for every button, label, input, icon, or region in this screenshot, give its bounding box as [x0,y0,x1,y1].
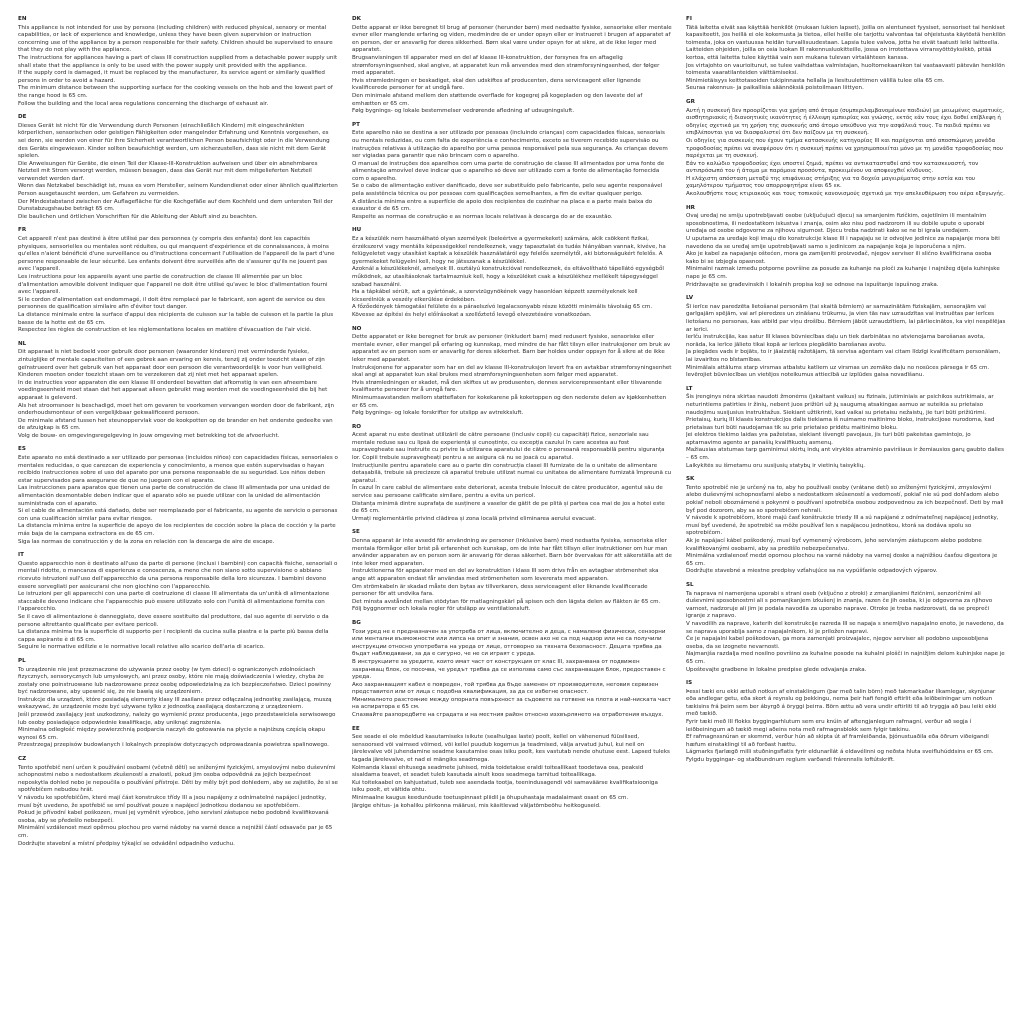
language-code: NO [352,325,362,332]
safety-instructions-text: Този уред не е предназначен за употреба от лица, включително и деца, с намалени физически, сензорни или ментални възможности или липса на опит и знания, освен ако не са под надзор или не са получили инструкции относно употребата на уреда от лице, отговорно за тяхната безопасност. Децата трябва да бъдат наблюдавани, за да е сигурно, че не си играят с уреда. В инструкциите за уредите, които имат част от конструкция от клас III, захранвана от подвижен захранващ блок, се посочва, че уредът трябва да се използва само със захранващия блок, предоставен с уреда. Ако захранващият кабел е повреден, той трябва да бъде заменен от производителя, неговия сервизен представител или от лица с подобна квалификация, за да се избегне опасност. Минималното разстояние между опорната повърхност за съдовете за готвене на плота и най-ниската част на аспиратора е 65 см. Спазвайте разпоредбите на сградата и на местния район относно изхвърлянето на отработения въздух. [352,628,672,719]
language-code: PL [18,657,26,664]
safety-instructions-text: Este aparelho não se destina a ser utilizado por pessoas (incluindo crianças) com capacidades físicas, sensoriais ou mentais reduzidas, ou com falta de experiência e conhecimento, exceto se tiverem recebido supervisão ou instruções relativas à utilização do aparelho por uma pessoa responsável pela sua segurança. As crianças devem ser vigiadas para garantir que não brincam com o aparelho. O manual de instruções dos aparelhos com uma parte de construção de classe III alimentados por uma fonte de alimentação amovível deve indicar que o aparelho só deve ser utilizado com a fonte de alimentação fornecida com o aparelho. Se o cabo de alimentação estiver danificado, deve ser substituído pelo fabricante, pelo seu agente responsável pela assistência técnica ou por pessoas com qualificações semelhantes, a fim de evitar qualquer perigo. A distância mínima entre a superfície de apoio dos recipientes de cozinhar na placa e a parte mais baixa do exaustor é de 65 cm. Respeite as normas de construção e as normas locais relativas à descarga do ar de exaustão. [352,130,668,220]
language-section-gr [686,99,1006,199]
language-section-is [686,680,1006,765]
language-section-sk [686,476,1006,576]
safety-instructions-text: Tento spotrebič nie je určený na to, aby ho používali osoby (vrátane detí) so zníženými fyzickými, zmyslovými alebo duševnými schopnosťami alebo s nedostatkom skúseností a vedomostí, pokiaľ nie sú pod dohľadom alebo pokiaľ neboli oboznámené s pokynmi o používaní spotrebiča osobou zodpovednou za ich bezpečnosť. Deti by mali byť pod dozorom, aby sa so spotrebičom nehrali. V návode k spotrebičom, ktoré majú časť konštrukcie triedy III a sú napájané z odnímateľnej napájacej jednotky, musí byť uvedené, že spotrebič sa môže používať len s napájacou jednotkou, ktorá sa dodáva spolu so spotrebičom. Ak je napájací kábel poškodený, musí byť vymenený výrobcom, jeho servisným zástupcom alebo podobne kvalifikovanými osobami, aby sa predišlo nebezpečenstvu. Minimálna vzdialenosť medzi opornou plochou na varné nádoby na varnej doske a najnižšou časťou digestora je 65 cm. Dodržujte stavebné a miestne predpisy vzťahujúce sa na vypúšťanie odpadových výparov. [686,484,1004,575]
columns-container [18,16,1010,1014]
safety-instructions-text: Šis įrenginys nėra skirtas naudoti žmonėms (įskaitant vaikus) su fizinais, jutiminiais ar psichikos sutrikimais, ar neturintiems patirties ir žinių, nebent juos prižiūri už jų saugumą atsakingas asmuo ar suteikia su prietaiso naudojimu susijusius instruktažus. Siekiant užtikrinti, kad vaikai su prietaisu nežaistų, jie turi būti prižiūrimi. Prietaisų, kurių III klasės konstrukcijos dalis tiekiama iš nuimamo maitinimo bloko, instrukcijose nurodoma, kad prietaisas turi būti naudojamas tik su prie prietaiso pridėtu maitinimo bloku. Jei elektros tiekimo laidas yra pažeistas, siekiant išvengti pavojaus, jis turi būti pakeistas gamintojo, jo aptarnavimo agento ar panašių kvalifikuotų asmenų. Mažiausias atstumas tarp gaminimui skirtų indų ant viryklės atraminio paviršiaus ir žemiausios garų gaubto dalies – 65 cm. Laikykitės su išmetamu oru susijusių statybų ir vietinių taisyklių. [686,394,1004,469]
language-section-no [352,326,672,418]
language-section-ee [352,726,672,811]
column-2 [352,16,672,1014]
language-code: LV [686,295,694,302]
language-section-lt [686,386,1006,471]
language-section-hr [686,205,1006,290]
language-code: RO [352,423,362,430]
language-section-pl [18,658,338,750]
safety-instructions-text: Tätä laitetta eivät saa käyttää henkilöt (mukaan lukien lapset), joilla on alentuneet fyysiset, sensoriset tai henkiset kapasiteetit, jos heillä ei ole kokemusta ja tietoa, ellei heille ole tarjottu valvontaa tai ohjeistusta käytöstä henkilön toimesta, joka on vastuussa heidän turvallisuudestaan. Lapsia tulee valvoa, jotta he eivät taatusti leiki laitteella. Laitteiden ohjeiden, joilla on osia luokan III rakennusluokitteille, jossa on irrotettava virransyöttöyksikkö, pitää kertoa, että laitetta tulee käyttää vain sen mukana tulevan virtalähteen kanssa. Jos virtajohto on vaurioitunut, se tulee vaihdattaa valmistajan, huoltomekaanikon tai vastaavasti pätevän henkilön toimesta vaaratilanteiden välttämiseksi. Minimietäisyys keittotasoiden tukipinnasta hellalla ja liesituulettimen välillä tulee olla 65 cm. Seuraa rakennus- ja paikallisia säännöksiä poistoilmaan liittyen. [686,24,1006,92]
language-code: IT [18,552,24,559]
language-section-bg [352,620,672,720]
language-code: EE [352,725,360,732]
safety-instructions-text: Ta naprava ni namenjena uporabi s strani oseb (vključno z otroki) z zmanjšanimi fizičnimi, senzoričnimi ali duševnimi sposobnostmi ali s pomanjkanjem izkušenj in znanja, razen če jih oseba, ki je odgovorna za njihovo varnost, nadzoruje ali jim je podala navodila za uporabo naprave. Otroke je treba nadzorovati, da se prepreči igranje z napravo. V navodilih za naprave, katerih del konstrukcije razreda III se napaja s snemljivo napajalno enoto, je navedeno, da se naprava uporablja samo z napajalnikom, ki je priložen napravi. Če je napajalni kabel poškodovan, ga mora zamenjati proizvajalec, njegov serviser ali podobno usposobljena oseba, da se izognete nevarnosti. Najmanjša razdalja med nosilno površino za kuhalne posode na kuhalni plošči in najnižjim delom kuhinjske nape je 65 cm. Upoštevajte gradbene in lokalne predpise glede odvajanja zraka. [686,590,1005,673]
column-1 [18,16,338,1014]
column-3 [686,16,1006,1014]
safety-instructions-text: Questo apparecchio non è destinato all'uso da parte di persone (inclusi i bambini) con capacità fisiche, sensoriali o mentali ridotte, o mancanza di esperienza e conoscenza, a meno che non siano sotto supervisione o abbiano ricevuto istruzioni sull'uso dell'apparecchio da una persona responsabile della loro sicurezza. I bambini devono essere sorvegliati per assicurarsi che non giochino con l'apparecchio. Le istruzioni per gli apparecchi con una parte di costruzione di classe III alimentata da un'unità di alimentazione staccabile devono indicare che l'apparecchio può essere utilizzato solo con l'unità di alimentazione fornita con l'apparecchio. Se il cavo di alimentazione è danneggiato, deve essere sostituito dal produttore, dal suo agente di servizio o da persone altrettanto qualificate per evitare pericoli. La distanza minima tra la superficie di supporto per i recipienti da cucina sulla piastra e la parte più bassa della cappa aspirante è di 65 cm. Seguire le normative edilizie e le normative locali relative allo scarico dell'aria di scarico. [18,560,338,651]
safety-instructions-text: Denna apparat är inte avsedd för användning av personer (inklusive barn) med nedsatta fysiska, sensoriska eller mentala förmågor eller brist på erfarenhet och kunskap, om de inte har fått tillsyn eller instruktioner om hur man använder apparaten av en person som är ansvarig för deras säkerhet. Barn bör övervakas för att säkerställa att de inte leker med apparaten. Instruktionerna för apparater med en del av konstruktion i klass III som drivs från en avtagbar strömenhet ska ange att apparaten endast får användas med strömenheten som levererats med apparaten. Om strömkabeln är skadad måste den bytas av tillverkaren, dess serviceagent eller liknande kvalificerade personer för att undvika fara. Det minsta avståndet mellan stödytan för matlagningskärl på spisen och den lägsta delen av fläkten är 65 cm. Följ byggnormer och lokala regler för utsläpp av ventilationsluft. [352,538,672,613]
safety-instructions-text: Ovaj uređaj ne smiju upotrebljavati osobe (uključujući djecu) sa smanjenim fizičkim, osjetilnim ili mentalnim sposobnostima, ili nedostatkom iskustva i znanja, osim ako nisu pod nadzorom ili su dobile upute o uporabi uređaja od osobe odgovorne za njihovu sigurnost. Djecu treba nadzirati kako se ne bi igrala uređajem. U uputama za uređaje koji imaju dio konstrukcije klase III i napajaju se iz odvojive jedinice za napajanje mora biti navedeno da se uređaj smije upotrebljavati samo s jedinicom za napajanje koja je isporučena s njim. Ako je kabel za napajanje oštećen, mora ga zamijeniti proizvođač, njegov serviser ili slično kvalificirana osoba kako bi se izbjegla opasnost. Minimalni razmak između potporne površine za posude za kuhanje na ploči za kuhanje i najnižeg dijela kuhinjske nape je 65 cm. Pridržavajte se građevinskih i lokalnih propisa koji se odnose na ispuštanje ispušnog zraka. [686,213,1000,288]
safety-instructions-text: Dette apparat er ikke beregnet til brug af personer (herunder børn) med nedsatte fysiske, sensoriske eller mentale evner eller manglende erfaring og viden, medmindre de er under opsyn eller er instrueret i brugen af apparatet af en person, der er ansvarlig for deres sikkerhed. Børn skal være under opsyn for at sikre, at de ikke leger med apparatet. Brugsanvisningen til apparater med en del af klasse III-konstruktion, der forsynes fra en aftagelig strømforsyningsenhed, skal angive, at apparatet kun må anvendes med den strømforsyningsenhed, der følger med apparatet. Hvis strømledningen er beskadiget, skal den udskiftes af producenten, dens serviceagent eller lignende kvalificerede personer for at undgå fare. Den minimale afstand mellem den støttende overflade for kogegrej på kogepladen og den laveste del af emhætten er 65 cm. Følg bygnings- og lokale bestemmelser vedrørende afledning af udsugningsluft. [352,24,672,115]
language-code: SL [686,581,694,588]
language-section-sl [686,582,1006,674]
language-code: ES [18,446,26,453]
language-code: SK [686,476,695,483]
language-code: FI [686,16,692,22]
safety-instructions-text: Dette apparatet er ikke beregnet for bruk av personer (inkludert barn) med redusert fysiske, sensoriske eller mentale evner, eller mangel på erfaring og kunnskap, med mindre de har fått tilsyn eller instruksjoner om bruk av apparatet av en person som er ansvarlig for deres sikkerhet. Barn bør holdes under oppsyn for å sikre at de ikke leker med apparatet. Instruksjonene for apparater som har en del av klasse III-konstruksjon levert fra en avtakbar strømforsyningsenhet skal angi at apparatet kun skal brukes med strømforsyningsenheten som følger med apparatet. Hvis strømledningen er skadet, må den skiftes ut av produsenten, dennes servicerepresentant eller tilsvarende kvalifiserte personer for å unngå fare. Minimumsavstanden mellom støtteflaten for kokekarene på koketoppen og den nederste delen av kjøkkenhetten er 65 cm. Følg bygnings- og lokale forskrifter for utslipp av avtrekksluft. [352,334,672,417]
safety-instructions-text: Dit apparaat is niet bedoeld voor gebruik door personen (waaronder kinderen) met verminderde fysieke, zintuiglijke of mentale capaciteiten of een gebrek aan ervaring en kennis, tenzij zij onder toezicht staan of zijn geïnstrueerd over het gebruik van het apparaat door een persoon die verantwoordelijk is voor hun veiligheid. Kinderen moeten onder toezicht staan om te verzekeren dat zij niet met het apparaat spelen. In de instructies voor apparaten die een klasse III onderdeel bevatten dat afkomstig is van een afneembare voedingseenheid moet staan dat het apparaat alleen gebruikt mag worden met de voedingseenheid die bij het apparaat is geleverd. Als het stroomsnoer is beschadigd, moet het om gevaren te voorkomen vervangen worden door de fabrikant, zijn onderhoudsmonteur of een vergelijkbaar gekwalificeerd persoon. De minimale afstand tussen het steunoppervlak voor de kookpotten op de brander en het onderste gedeelte van de afzuigkap is 65 cm. Volg de bouw- en omgevingsregelgeving in jouw omgeving met betrekking tot de afvoerlucht. [18,349,335,439]
language-code: GR [686,98,695,105]
safety-instructions-text: Ez a készülék nem használható olyan személyek (beleértve a gyermekeket) számára, akik csökkent fizikai, érzékszervi vagy mentális képességekkel rendelkeznek, vagy tapasztalat és tudás hiányában vannak, kivéve, ha felügyeletet vagy utasítást kaptak a készülék használatáról egy felelős személytől, aki biztonságukért felelős. A gyermekeket felügyelni kell, hogy ne játsszanak a készülékkel. Azoknál a készülékeknél, amelyek III. osztályú konstrukcióval rendelkeznek, és eltávolítható tápellátó egységből működnek, az utasításoknak tartalmazniuk kell, hogy a készüléket csak a készülékhez mellékelt tápegységgel szabad használni. Ha a tápkábel sérült, azt a gyártónak, a szervizügynökének vagy hasonlóan képzett személyeknek kell kicserélniük a veszély elkerülése érdekében. A főzőedények támogatási felülete és a páraelszívó legalacsonyabb része közötti minimális távolság 65 cm. Kövesse az építési és helyi előírásokat a szellőztető levegő elvezetésére vonatkozóan. [352,236,666,318]
language-code: SE [352,529,360,536]
safety-instructions-text: This appliance is not intended for use by persons (including children) with reduced physical, sensory or mental capabilities, or lack of experience and knowledge, unless they have been given supervision or instruction concerning use of the appliance by a person responsible for their safety. Children should be supervised to ensure that they do not play with the appliance. The instructions for appliances having a part of class III construction supplied from a detachable power supply unit shall state that the appliance is only to be used with the power supply unit provided with the appliance. If the supply cord is damaged, it must be replaced by the manufacturer, its service agent or similarly qualified persons in order to avoid a hazard. The minimum distance between the supporting surface for the cooking vessels on the hob and the lowest part of the range hood is 65 cm. Follow the building and the local area regulations concerning the discharge of exhaust air. [18,24,338,107]
language-code: LT [686,385,693,392]
language-code: EN [18,16,27,22]
language-code: CZ [18,756,27,763]
language-code: HU [352,227,362,234]
safety-instructions-text: Acest aparat nu este destinat utilizării de către persoane (inclusiv copii) cu capacități fizice, senzoriale sau mentale reduse sau cu lipsă de experiență și cunoștințe, cu excepția cazului în care acestea au fost supravegheate sau instruite cu privire la utilizarea aparatului de către o persoană responsabilă pentru siguranța lor. Copiii trebuie supravegheați pentru a se asigura că nu se joacă cu aparatul. Instrucțiunile pentru aparatele care au o parte din construcția clasei III furnizate de la o unitate de alimentare detașabilă, trebuie să precizeze că aparatul trebuie utilizat numai cu unitatea de alimentare furnizată împreună cu aparatul. În cazul în care cablul de alimentare este deteriorat, acesta trebuie înlocuit de către producător, agentul său de service sau persoane calificate similare, pentru a evita un pericol. Distanța minimă dintre suprafața de susținere a vaselor de gătit de pe plită și partea cea mai de jos a hotei este de 65 cm. Urmați reglementările privind clădirea și zona locală privind eliminarea aerului evacuat. [352,432,672,522]
safety-instructions-text: Cet appareil n'est pas destiné à être utilisé par des personnes (y compris des enfants) dont les capacités physiques, sensorielles ou mentales sont réduites, ou qui manquent d'expérience et de connaissances, à moins qu'elles n'aient bénéficié d'une surveillance ou d'instructions concernant l'utilisation de l'appareil de la part d'une personne responsable de leur sécurité. Les enfants doivent être surveillés afin de s'assurer qu'ils ne jouent pas avec l'appareil. Les instructions pour les appareils ayant une partie de construction de classe III alimentée par un bloc d'alimentation amovible doivent indiquer que l'appareil ne doit être utilisé qu'avec le bloc d'alimentation fourni avec l'appareil. Si le cordon d'alimentation est endommagé, il doit être remplacé par le fabricant, son agent de service ou des personnes de qualification similaire afin d'éviter tout danger. La distance minimale entre la surface d'appui des récipients de cuisson sur la table de cuisson et la partie la plus basse de la hotte est de 65 cm. Respectez les règles de construction et les réglementations locales en matière d'évacuation de l'air vicié. [18,236,335,334]
safety-instructions-text: Þessi tæki eru ekki ætluð notkun af einstaklingum (þar með talin börn) með takmarkaðar líkamlegar, skynjunar eða andlegar getu, eða skort á reynslu og þekkingu, nema þeir hafi fengið eftirlit eða leiðbeiningar um notkun tækisins frá þeim sem ber ábyrgð á öryggi þeirra. Börn ættu að vera undir eftirliti til að tryggja að þau leiki ekki með tækið. Fyrir tæki með III flokks byggingarhlutum sem eru knúin af aftengjanlegum rafmagni, verður að segja í leiðbeiningum að tækið megi aðeins nota með rafmagnsblokk sem fylgir tækinu. Ef rafmagnssnúran er skemmd, verður hún að skipta út af framleiðanda, þjónustuaðila eða öðrum viðeigandi hæfum einstaklingi til að forðast hættu. Lágmarks fjarlægð milli stuðningsflatis fyrir eldunarílát á eldavélinni og neðsta hluta sveifluhúddsins er 65 cm. Fylgdu byggingar- og staðbundnum reglum varðandi frárennslis loftútskrift. [686,688,997,764]
safety-instructions-text: To urządzenie nie jest przeznaczone do używania przez osoby (w tym dzieci) o ograniczonych zdolnościach fizycznych, sensorycznych lub umysłowych, ani przez osoby, które nie mają doświadczenia i wiedzy, chyba że zostały one poinstruowane lub nadzorowane przez osobę odpowiedzialną za ich bezpieczeństwo. Dzieci powinny być nadzorowane, aby upewnić się, że nie bawią się urządzeniem. Instrukcje dla urządzeń, które posiadają elementy klasy III zasilane przez odłączalną jednostkę zasilającą, muszą wskazywać, że urządzenie może być używane tylko z jednostką zasilającą dostarczoną z urządzeniem. Jeśli przewód zasilający jest uszkodzony, należy go wymienić przez producenta, jego przedstawiciela serwisowego lub osoby posiadające odpowiednie kwalifikacje, aby uniknąć zagrożenia. Minimalna odległość między powierzchnią podparcia naczyń do gotowania na płycie a najniższą częścią okapu wynosi 65 cm. Przestrzegaj przepisów budowlanych i lokalnych przepisów dotyczących odprowadzania powietrza spalinowego. [18,666,336,749]
language-section-ro [352,424,672,524]
language-section-hu [352,227,672,319]
language-section-fr [18,227,338,334]
language-section-lv [686,295,1006,380]
language-section-se [352,529,672,614]
language-code: PT [352,121,360,128]
language-code: FR [18,227,27,234]
safety-instructions-text: Šī ierīce nav paredzēta lietošanai personām (tai skaitā bērniem) ar samazinātām fiziskajām, sensorajām vai garīgajām spējām, vai arī pieredzes un zināšanu trūkumu, ja vien tās nav uzraudzītas vai instruētas par ierīces lietošanu no personas, kas atbild par viņu drošību. Bērniem jābūt uzraudzītiem, lai pārliecinātos, ka viņi nespēlējas ar ierīci. Ierīču instrukcijās, kas satur III klases būvniecības daļu un tiek darbinātas no atvienojama barošanas avota, norāda, ka ierīce jālieto tikai kopā ar ierīces piegādāto barošanas avotu. Ja piegādes vads ir bojāts, to ir jāaizstāj ražotājam, tā servisa aģentam vai citam līdzīgi kvalificētam personālam, lai izvairītos no bīstamības. Minimālais attālums starp virsmas atbalstu katliem uz virsmas un zemāko daļu no nosūces pārsega ir 65 cm. Ievērojiet būvniecības un vietējos noteikumus attiecībā uz izplūdes gaisa novadīšanu. [686,303,1006,379]
language-section-dk [352,16,672,116]
language-code: BG [352,619,361,626]
language-code: HR [686,204,695,211]
language-section-nl [18,341,338,441]
language-code: DK [352,16,361,22]
language-section-cz [18,756,338,848]
language-section-en [18,16,338,108]
language-code: NL [18,340,27,347]
language-code: DE [18,114,27,121]
language-section-pt [352,122,672,222]
safety-instructions-text: See seade ei ole mõeldud kasutamiseks isikute (sealhulgas laste) poolt, kellel on vähenenud füüsilised, sensoorsed või vaimsed võimed, või kellel puudub kogemus ja teadmised, välja arvatud juhul, kui neil on järelevalve või juhendamine seadme kasutamise osas isiku poolt, kes vastutab nende ohutuse eest. Lapsed tuleks tagada järelevalve, et nad ei mängiks seadmega. Kolmanda klassi ehitusega seadmete juhised, mida toidetakse eraldi toiteallikast toodetava osa, peaksid sisaldama teavet, et seadet tuleb kasutada ainult koos seadmega tarnitud toiteallikaga. Kui toitekaabel on kahjustatud, tuleb see asendada tootja, teenindusagendi või samaväärse kvalifikatsiooniga isiku poolt, et vältida ohtu. Minimaalne kaugus keedunõude toetuspinnast pliidil ja õhupuhastaja madalaimast osast on 65 cm. Järgige ehitus- ja kohaliku piirkonna määrusi, mis käsitlevad väljatõmbeõhu heitkoguseid. [352,734,670,809]
language-section-de [18,114,338,221]
safety-instructions-text: Tento spotřebič není určen k používání osobami (včetně dětí) se sníženými fyzickými, smyslovými nebo duševními schopnostmi nebo s nedostatkem zkušeností a znalostí, pokud jim osoba odpovědná za jejich bezpečnost neposkytla dohled nebo je nepoučila o používání přístroje. Děti by měly být pod dohledem, aby se zajistilo, že si se spotřebičem nebudou hrát. V návodu ke spotřebičům, které mají část konstrukce třídy III a jsou napájeny z odnímatelné napájecí jednotky, musí být uvedeno, že spotřebič se smí používat pouze s napájecí jednotkou dodanou se spotřebičem. Pokud je přívodní kabel poškozen, musí jej vyměnit výrobce, jeho servisní zástupce nebo podobně kvalifikovaná osoba, aby se předešlo nebezpečí. Minimální vzdálenost mezi opěrnou plochou pro varné nádoby na varné desce a nejnižší částí odsavače par je 65 cm. Dodržujte stavební a místní předpisy týkající se odvádění odpadního vzduchu. [18,764,338,847]
safety-instructions-text: Este aparato no está destinado a ser utilizado por personas (incluidos niños) con capacidades físicas, sensoriales o mentales reducidas, o que carezcan de experiencia y conocimiento, a menos que estén supervisadas o hayan recibido instrucciones sobre el uso del aparato por una persona responsable de su seguridad. Los niños deben estar supervisados para asegurarse de que no jueguen con el aparato. Las instrucciones para aparatos que tienen una parte de construcción de clase III alimentada por una unidad de alimentación desmontable deben indicar que el aparato sólo se puede utilizar con la unidad de alimentación suministrada con el aparato. Si el cable de alimentación está dañado, debe ser reemplazado por el fabricante, su agente de servicio o personas con una cualificación similar para evitar riesgos. La distancia mínima entre la superficie de apoyo de los recipientes de cocción sobre la placa de cocción y la parte más baja de la campana extractora es de 65 cm. Siga las normas de construcción y de la zona en relación con la descarga de aire de escape. [18,455,338,545]
language-section-fi [686,16,1006,93]
language-section-it [18,552,338,652]
language-section-es [18,446,338,546]
language-code: IS [686,680,693,687]
safety-instructions-text: Αυτή η συσκευή δεν προορίζεται για χρήση από άτομα (συμπεριλαμβανομένων παιδιών) με μειωμένες σωματικές, αισθητηριακές ή διανοητικές ικανότητες ή έλλειψη εμπειρίας και γνώσης, εκτός εάν τους έχει δοθεί επίβλεψη ή οδηγίες σχετικά με τη χρήση της συσκευής από άτομο υπεύθυνο για την ασφάλειά τους. Τα παιδιά πρέπει να επιβλέπονται για να διασφαλιστεί ότι δεν παίζουν με τη συσκευή. Οι οδηγίες για συσκευές που έχουν τμήμα κατασκευής κατηγορίας III και παρέχονται από αποσπώμενη μονάδα τροφοδοσίας πρέπει να αναφέρουν ότι η συσκευή πρέπει να χρησιμοποιείται μόνο με τη μονάδα τροφοδοσίας που παρέχεται με τη συσκευή. Εάν το καλώδιο τροφοδοσίας έχει υποστεί ζημιά, πρέπει να αντικατασταθεί από τον κατασκευαστή, τον αντιπρόσωπό του ή άτομα με παρόμοια προσόντα, προκειμένου να αποφευχθεί κίνδυνος. Η ελάχιστη απόσταση μεταξύ της επιφάνειας στήριξης για τα δοχεία μαγειρέματος στην εστία και του χαμηλότερου τμήματος του απορροφητήρα είναι 65 εκ. Ακολουθήστε τους κτιριακούς και τους τοπικούς κανονισμούς σχετικά με την απελευθέρωση του αέρα εξαγωγής. [686,107,1005,198]
safety-instructions-text: Dieses Gerät ist nicht für die Verwendung durch Personen (einschließlich Kindern) mit eingeschränkten körperlichen, sensorischen oder geistigen Fähigkeiten oder mangelnder Erfahrung und Kenntnis vorgesehen, es sei denn, sie werden von einer für ihre Sicherheit verantwortlichen Person beaufsichtigt oder in die Verwendung des Geräts eingewiesen. Kinder sollten beaufsichtigt werden, um sicherzustellen, dass sie nicht mit dem Gerät spielen. Die Anweisungen für Geräte, die einen Teil der Klasse-III-Konstruktion aufweisen und über ein abnehmbares Netzteil mit Strom versorgt werden, müssen besagen, dass das Gerät nur mit dem mitgelieferten Netzteil verwendet werden darf. Wenn das Netzkabel beschädigt ist, muss es vom Hersteller, seinem Kundendienst oder einer ähnlich qualifizierten Person ausgetauscht werden, um Gefahren zu vermeiden. Der Mindestabstand zwischen der Auflagefläche für die Kochgefäße auf dem Kochfeld und dem untersten Teil der Dunstabzugshaube beträgt 65 cm. Die baulichen und örtlichen Vorschriften für die Ableitung der Abluft sind zu beachten. [18,122,338,220]
